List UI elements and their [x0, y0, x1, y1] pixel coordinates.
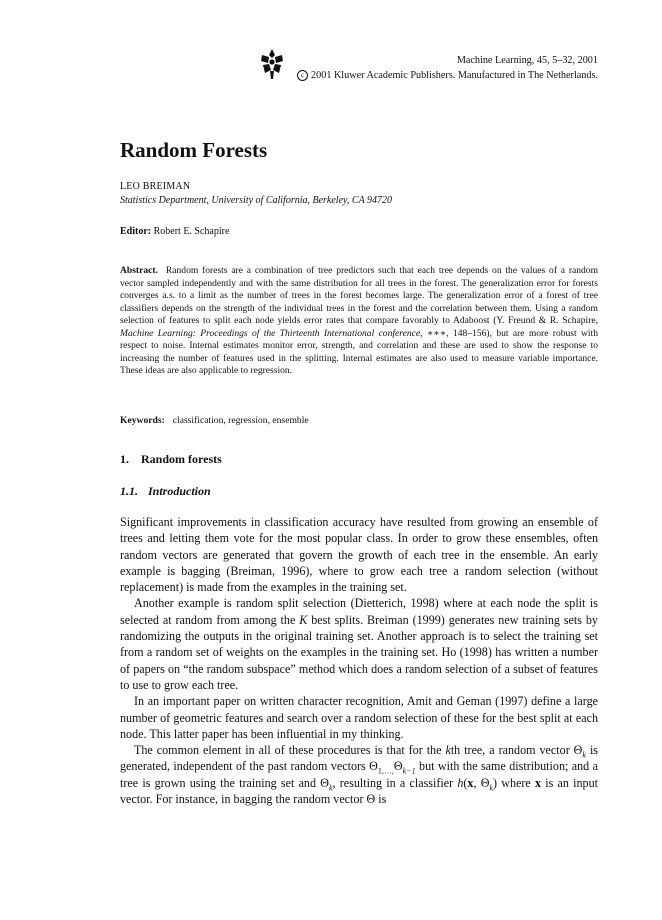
abstract-citation: Machine Learning: Proceedings of the Thirteenth International conference — [120, 327, 421, 339]
paragraph-3: In an important paper on written character recognition, Amit and Geman (1997) define a large number of geometric features and search over a random selection of these for the best split at each node. This latter paper has been influential in my thinking. — [120, 694, 598, 741]
abstract-text-2: , ∗∗∗, 148–156), but are more robust with respect to noise. Internal estimates monitor error, strength, and correlation and these are used to show the response to increasing the number of features used in the splitting. Internal estimates are also used to measure variable importance. These ideas are also applicable to regression. — [120, 327, 598, 377]
p4-b: th tree, a random vector Θ — [450, 743, 583, 758]
paragraph-4 — [120, 742, 598, 807]
section-number: 1. — [120, 452, 129, 466]
p4-x2: x — [534, 775, 542, 790]
abstract-label: Abstract. — [120, 265, 158, 276]
section-heading — [120, 452, 222, 467]
p4-h2: , Θ — [473, 775, 490, 790]
subsection-heading — [120, 484, 211, 499]
abstract-text-1: Random forests are a combination of tree predictors such that each tree depends on the values of a random vector sampled independently and with the same distribution for all trees in the forest. The generalization error for forests converges a.s. to a limit as the number of trees in the forest becomes large. The generalization error of a forest of tree classifiers depends on the strength of the individual trees in the forest and the correlation between them. Using a random selection of features to split each node yields error rates that compare favorably to Adaboost (Y. Freund & R. Schapire, — [120, 265, 598, 327]
paragraph-2-k: K — [299, 612, 308, 627]
editor-label: Editor: — [120, 226, 152, 237]
keywords-label: Keywords: — [120, 415, 165, 426]
p4-f: , resulting in a classifier — [332, 775, 458, 790]
editor-name: Robert E. Schapire — [153, 226, 230, 237]
journal-header — [297, 53, 598, 83]
kluwer-logo-icon — [259, 49, 285, 79]
copyright-line — [297, 68, 598, 83]
paragraph-2 — [120, 595, 598, 693]
abstract — [120, 265, 598, 378]
paragraph-1: Significant improvements in classification accuracy have resulted from growing an ensemble of trees and letting them vote for the most popular class. In order to grow these ensembles, often random vectors are generated that govern the growth of each tree in the ensemble. An early example is bagging (Breiman, 1996), where to grow each tree a random selection (without replacement) is made from the examples in the training set. — [120, 515, 598, 595]
body-text — [120, 514, 598, 807]
keywords — [120, 415, 309, 426]
p4-i: ) where — [493, 775, 535, 790]
paragraph-2-text-a: Another example is random split selection (Dietterich, 1998) where at each node the split is selected at random from among the — [120, 596, 598, 627]
p4-e: but with the same distribution; and a tree is grown using the training set and Θ — [120, 759, 598, 790]
p4-d: Θ — [393, 759, 403, 774]
p4-j: is an input vector. For instance, in bagging the random vector Θ is — [120, 775, 598, 807]
paper-title: Random Forests — [120, 138, 268, 162]
p4-sub-range: 1,…, — [377, 766, 394, 776]
p4-sub-k3: k — [489, 783, 493, 793]
author-affiliation: Statistics Department, University of California, Berkeley, CA 94720 — [120, 195, 393, 206]
p4-a: The common element in all of these procedures is that for the — [134, 743, 446, 758]
p4-x: x — [467, 775, 474, 790]
p4-h: h — [457, 775, 464, 790]
p4-sub-km1: k−1 — [402, 766, 416, 776]
author-name: LEO BREIMAN — [120, 181, 191, 192]
editor-line — [120, 226, 229, 237]
p4-sub-k: k — [582, 750, 586, 760]
p4-sub-k2: k — [328, 783, 333, 793]
subsection-title: Introduction — [148, 484, 211, 498]
paragraph-2-text-b: best splits. Breiman (1999) generates new training sets by randomizing the outputs in the original training set. Another approach is to select the training set from a random set of weights on the examples in the training set. Ho (1998) has written a number of papers on “the random subspace” method which does a random selection of a subset of features to use to grow each tree. — [120, 612, 598, 692]
copyright-icon: c — [297, 70, 308, 81]
section-title: Random forests — [141, 452, 222, 466]
keywords-value: classification, regression, ensemble — [172, 415, 309, 426]
p4-k: k — [445, 743, 451, 758]
subsection-number: 1.1. — [120, 484, 138, 498]
p4-c: is generated, independent of the past random vectors Θ — [120, 743, 599, 774]
journal-citation: Machine Learning, 45, 5–32, 2001 — [456, 55, 598, 66]
p4-g: ( — [463, 775, 468, 790]
copyright-text: 2001 Kluwer Academic Publishers. Manufactured in The Netherlands. — [311, 70, 598, 81]
